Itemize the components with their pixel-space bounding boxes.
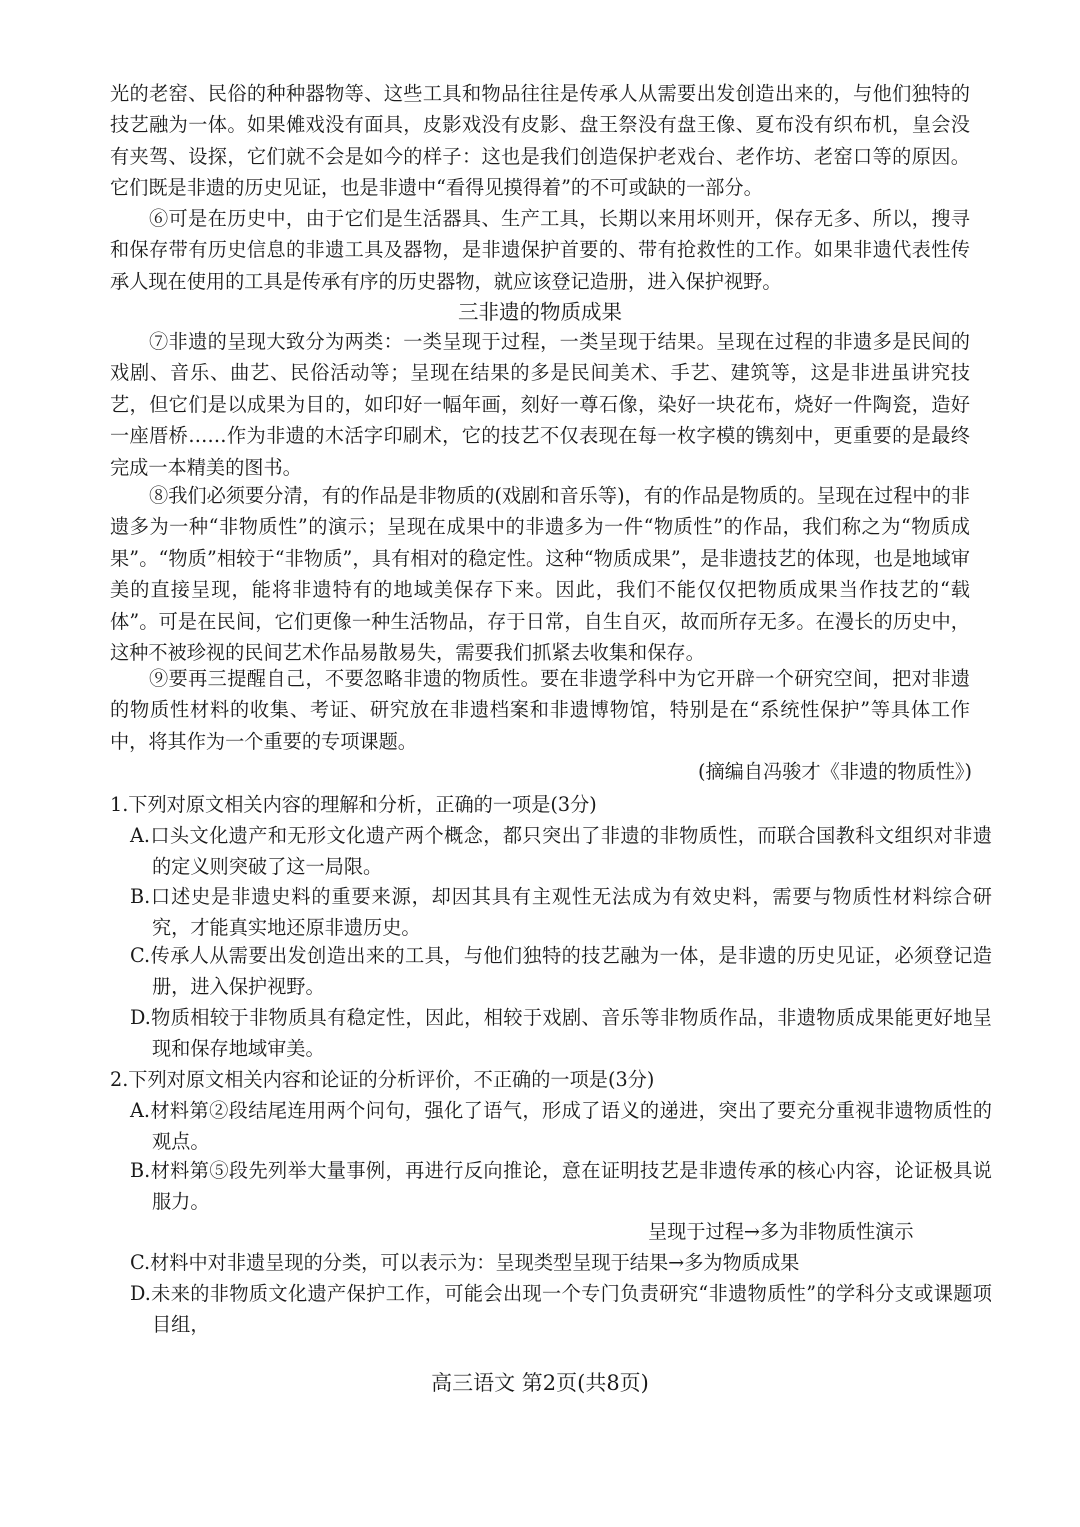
question-2-option-c: C.材料中对非遗呈现的分类，可以表示为：呈现类型呈现于结果→多为物质成果 bbox=[130, 1251, 800, 1274]
question-1-option-b: B.口述史是非遗史料的重要来源，却因其具有主观性无法成为有效史料，需要与物质性材料综合研究，才能真实地还原非遗历史。 bbox=[130, 885, 992, 939]
question-2-option-b: B.材料第⑤段先列举大量事例，再进行反向推论，意在证明技艺是非遗传承的核心内容，论证极具说服力。 bbox=[130, 1159, 992, 1213]
page-footer: 高三语文 第2页(共8页) bbox=[431, 1371, 649, 1395]
source-citation: (摘编自冯骏才《非遗的物质性》) bbox=[698, 760, 972, 783]
question-2-option-c-upper-branch: 呈现于过程→多为非物质性演示 bbox=[648, 1220, 914, 1243]
passage-paragraph-9: ⑨要再三提醒自己，不要忽略非遗的物质性。要在非遗学科中为它开辟一个研究空间，把对非遗的物质性材料的收集、考证、研究放在非遗档案和非遗博物馆，特别是在“系统性保护”等具体工作中，将其作为一个重要的专项课题。 bbox=[110, 667, 970, 753]
question-2-option-a: A.材料第②段结尾连用两个问句，强化了语气，形成了语义的递进，突出了要充分重视非遗物质性的观点。 bbox=[130, 1099, 992, 1153]
question-1-stem: 1.下列对原文相关内容的理解和分析，正确的一项是(3分) bbox=[110, 793, 597, 816]
passage-paragraph-7: ⑦非遗的呈现大致分为两类：一类呈现于过程，一类呈现于结果。呈现在过程的非遗多是民间的戏剧、音乐、曲艺、民俗活动等；呈现在结果的多是民间美术、手艺、建筑等，这是非进虽讲究技艺，但它们是以成果为目的，如印好一幅年画，刻好一尊石像，染好一块花布，烧好一件陶瓷，造好一座厝桥……作为非遗的木活字印刷术，它的技艺不仅表现在每一枚字模的镌刻中，更重要的是最终完成一本精美的图书。 bbox=[110, 330, 970, 479]
question-1-option-a: A.口头文化遗产和无形文化遗产两个概念，都只突出了非遗的非物质性，而联合国教科文组织对非遗的定义则突破了这一局限。 bbox=[130, 824, 992, 878]
question-2-option-d: D.未来的非物质文化遗产保护工作，可能会出现一个专门负责研究“非遗物质性”的学科分支或课题项目组， bbox=[130, 1282, 992, 1336]
question-1-option-c: C.传承人从需要出发创造出来的工具，与他们独特的技艺融为一体，是非遗的历史见证，必须登记造册，进入保护视野。 bbox=[130, 944, 992, 998]
question-2-stem: 2.下列对原文相关内容和论证的分析评价，不正确的一项是(3分) bbox=[110, 1068, 655, 1091]
passage-paragraph-5-continued: 光的老窑、民俗的种种器物等、这些工具和物品往往是传承人从需要出发创造出来的，与他们独特的技艺融为一体。如果傩戏没有面具，皮影戏没有皮影、盘王祭没有盘王像、夏布没有织布机，皇会没有夹驾、设探，它们就不会是如今的样子：这也是我们创造保护老戏台、老作坊、老窑口等的原因。它们既是非遗的历史见证，也是非遗中“看得见摸得着”的不可或缺的一部分。 bbox=[110, 82, 970, 200]
section-title: 三非遗的物质成果 bbox=[458, 300, 622, 324]
passage-paragraph-8: ⑧我们必须要分清，有的作品是非物质的(戏剧和音乐等)，有的作品是物质的。呈现在过程中的非遗多为一种“非物质性”的演示；呈现在成果中的非遗多为一件“物质性”的作品，我们称之为“物质成果”。“物质”相较于“非物质”，具有相对的稳定性。这种“物质成果”，是非遗技艺的体现，也是地域审美的直接呈现，能将非遗特有的地域美保存下来。因此，我们不能仅仅把物质成果当作技艺的“载体”。可是在民间，它们更像一种生活物品，存于日常，自生自灭，故而所存无多。在漫长的历史中，这种不被珍视的民间艺术作品易散易失，需要我们抓紧去收集和保存。 bbox=[110, 484, 970, 665]
question-1-option-d: D.物质相较于非物质具有稳定性，因此，相较于戏剧、音乐等非物质作品，非遗物质成果能更好地呈现和保存地域审美。 bbox=[130, 1006, 992, 1060]
passage-paragraph-6: ⑥可是在历史中，由于它们是生活器具、生产工具，长期以来用坏则开，保存无多、所以，搜寻和保存带有历史信息的非遗工具及器物，是非遗保护首要的、带有抢救性的工作。如果非遗代表性传承人现在使用的工具是传承有序的历史器物，就应该登记造册，进入保护视野。 bbox=[110, 207, 970, 293]
